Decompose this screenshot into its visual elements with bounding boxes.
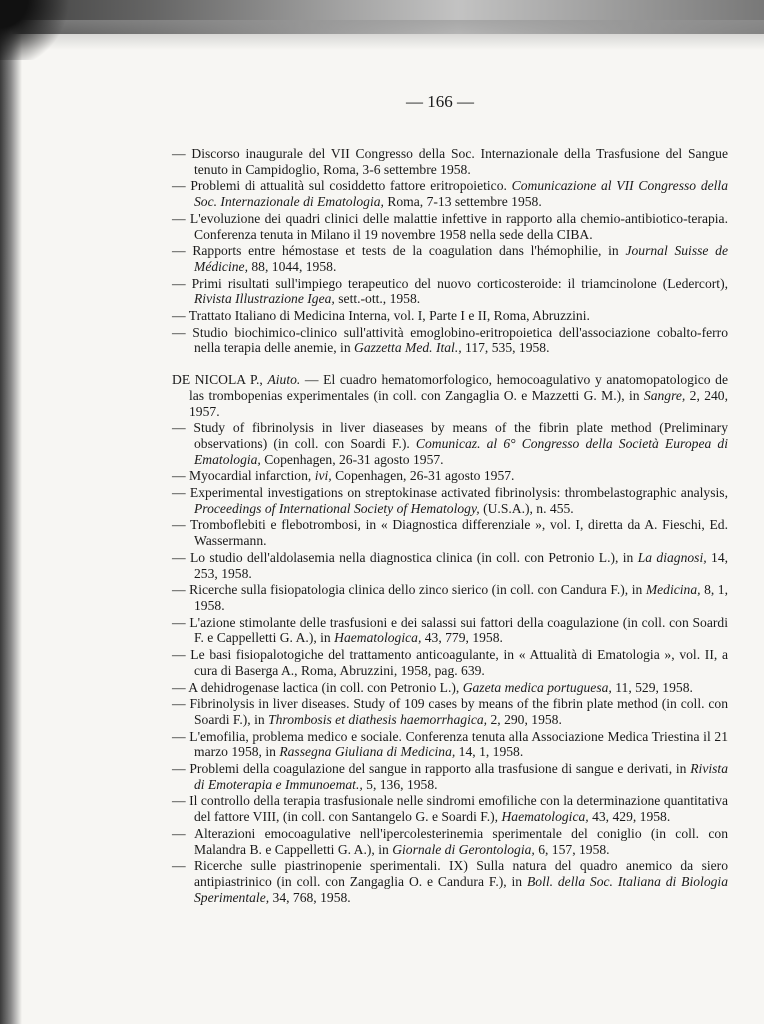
entry-text: Roma, 7-13 settembre 1958. [383,194,542,210]
entry-text: — Trattato Italiano di Medicina Interna, vol. I, Parte I e II, Roma, Abruzzini. [172,308,590,324]
entry-text: DE NICOLA P., [172,372,268,388]
bibliography-entry [172,696,728,727]
bibliography-entry [172,826,728,857]
bibliography-entry [172,761,728,792]
entry-journal-title: Sangre, [643,387,686,403]
bibliography-entry [172,243,728,274]
entry-text: 43, 779, 1958. [421,630,503,646]
scan-shadow-top-fade [0,20,764,50]
entry-text: — Experimental investigations on streptokinase activated fibrinolysis: thrombelastographic analysis, [172,485,728,501]
entry-journal-title: Giornale di Gerontologia, [392,841,535,857]
bibliography-entry [172,729,728,760]
entry-text: 43, 429, 1958. [588,809,671,825]
entry-journal-title: Journal Suisse de Médicine, [194,243,729,274]
entry-journal-title: Gazeta medica portuguesa, [462,679,612,695]
entry-text: — Studio biochimico-clinico sull'attività emoglobino-eritropoietica dell'associazione cobalto-ferro nella terapia delle anemie, in [172,324,728,356]
entry-journal-title: Haematologica, [334,630,422,646]
entry-text: 2, 240, 1957. [189,387,728,419]
entry-text: — Rapports entre hémostase et tests de la coagulation dans l'hémophilie, in [172,243,626,259]
entry-text: 14, 1, 1958. [455,744,524,760]
entry-text: — Lo studio dell'aldolasemia nella diagnostica clinica (in coll. con Petronio L.), in [172,549,638,565]
entry-text: — Le basi fisiopalotogiche del trattamento anticoagulante, in « Attualità di Ematologia », vol. II, a cura di Baserga A., Roma, Abruzzini, 1958, pag. 639. [172,647,728,678]
bibliography-entry [172,146,728,177]
entry-text: — L'azione stimolante delle trasfusioni e dei salassi sui fattori della coagulazione (in coll. con Soardi F. e Cappelletti G. A.), in [172,614,728,646]
bibliography-entry [172,178,728,209]
bibliography-entry [172,793,728,824]
bibliography-entry [172,680,728,696]
entry-text: — Tromboflebiti e flebotrombosi, in « Diagnostica differenziale », vol. I, diretta da A. Fieschi, Ed. Wassermann. [172,517,728,549]
entry-journal-title: Boll. della Soc. Italiana di Biologia Sperimentale, [194,873,728,905]
bibliography-entry [172,276,728,307]
bibliography-entry [172,582,728,613]
entry-text: — Fibrinolysis in liver diseases. Study of 109 cases by means of the fibrin plate method (in coll. con Soardi F.), in [172,696,728,727]
entry-journal-title: ivi, [314,468,332,484]
entry-journal-title: Proceedings of International Society of Hematology, [194,500,480,516]
scan-shadow-left [0,0,22,1024]
entry-text: — Myocardial infarction, [172,468,315,484]
entry-journal-title: La diagnosi, [637,549,707,565]
entry-text: sett.-ott., 1958. [334,291,421,307]
entry-text: 5, 136, 1958. [362,776,438,792]
entry-text: — Primi risultati sull'impiego terapeutico del nuovo corticosteroide: il triamcinolone (Ledercort), [172,275,728,291]
entry-text: — El cuadro hematomorfologico, hemocoagulativo y anatomopatologico de las trombopenias experimentales (in coll. con Zangaglia O. e Mazzetti G. M.), in [189,372,729,403]
entry-journal-title: Rassegna Giuliana di Medicina, [279,744,456,760]
bibliography-entry [172,647,728,678]
bibliography-entry [172,468,728,484]
entry-journal-title: Aiuto. [267,372,301,388]
bibliography-entry [172,615,728,646]
entry-text: Copenhagen, 26-31 agosto 1957. [260,451,444,467]
bibliography-entry [172,550,728,581]
entry-text: (U.S.A.), n. 455. [479,500,574,516]
bibliography-list [172,146,728,906]
entry-text: — Problemi della coagulazione del sangue in rapporto alla trasfusione di sangue e derivati, in [172,761,691,777]
entry-text: 14, 253, 1958. [194,549,729,581]
entry-text: 6, 157, 1958. [534,841,610,857]
entry-journal-title: Comunicazione al VII Congresso della Soc. Internazionale di Ematologia, [194,178,729,210]
entry-text: 8, 1, 1958. [194,582,729,613]
entry-text: Copenhagen, 26-31 agosto 1957. [331,468,515,484]
bibliography-entry [172,485,728,516]
entry-text: — Ricerche sulle piastrinopenie sperimentali. IX) Sulla natura del quadro anemico da siero antipiastrinico (in coll. con Zangaglia O. e Candura F.), in [172,858,728,889]
entry-journal-title: Haematologica, [501,809,589,825]
entry-journal-title: Thrombosis et diathesis haemorrhagica, [268,711,488,727]
entry-text: 2, 290, 1958. [487,711,562,727]
entry-text: — Il controllo della terapia trasfusionale nelle sindromi emofiliche con la determinazione quantitativa del fattore VIII, (in coll. con Santangelo G. e Soardi F.), [172,793,728,825]
scan-shadow-corner [0,0,70,60]
entry-text: — Problemi di attualità sul cosiddetto fattore eritropoietico. [172,178,512,194]
entry-journal-title: Rivista Illustrazione Igea, [194,291,335,307]
entry-text: — Study of fibrinolysis in liver diaseases by means of the fibrin plate method (Preliminary observations) (in coll. con Soardi F.). [172,420,728,451]
entry-journal-title: Rivista di Emoterapia e Immunoemat., [194,761,728,792]
entry-text: — A dehidrogenase lactica (in coll. con Petronio L.), [172,679,463,695]
entry-text: — Alterazioni emocoagulative nell'ipercolesterinemia sperimentale del coniglio (in coll. con Malandra B. e Cappelletti G. A.), in [172,825,728,857]
entry-text: — Ricerche sulla fisiopatologia clinica dello zinco sierico (in coll. con Candura F.), in [172,582,646,598]
page-number: — 166 — [406,92,474,111]
entry-text: 88, 1044, 1958. [247,258,337,274]
entry-journal-title: Gazzetta Med. Ital., [354,340,462,356]
bibliography-entry [172,211,728,242]
entry-text: 11, 529, 1958. [611,679,693,695]
entry-text: 34, 768, 1958. [269,889,351,905]
entry-text: — L'emofilia, problema medico e sociale. Conferenza tenuta alla Associazione Medica Triestina il 21 marzo 1958, in [172,728,728,760]
bibliography-author-entry [172,372,728,419]
bibliography-entry [172,858,728,905]
bibliography-entry [172,308,728,324]
entry-text: 117, 535, 1958. [461,340,550,356]
entry-text: — Discorso inaugurale del VII Congresso della Soc. Internazionale della Trasfusione del Sangue tenuto in Campidoglio, Roma, 3-6 settembre 1958. [172,146,728,177]
entry-journal-title: Medicina, [645,582,701,598]
bibliography-entry [172,517,728,548]
bibliography-entry [172,420,728,467]
entry-text: — L'evoluzione dei quadri clinici delle malattie infettive in rapporto alla chemio-antibiotico-terapia. Conferenza tenuta in Milano il 19 novembre 1958 nella sede della CIBA. [172,210,728,242]
entry-journal-title: Comunicaz. al 6° Congresso della Società Europea di Ematologia, [194,435,728,467]
bibliography-entry [172,325,728,356]
